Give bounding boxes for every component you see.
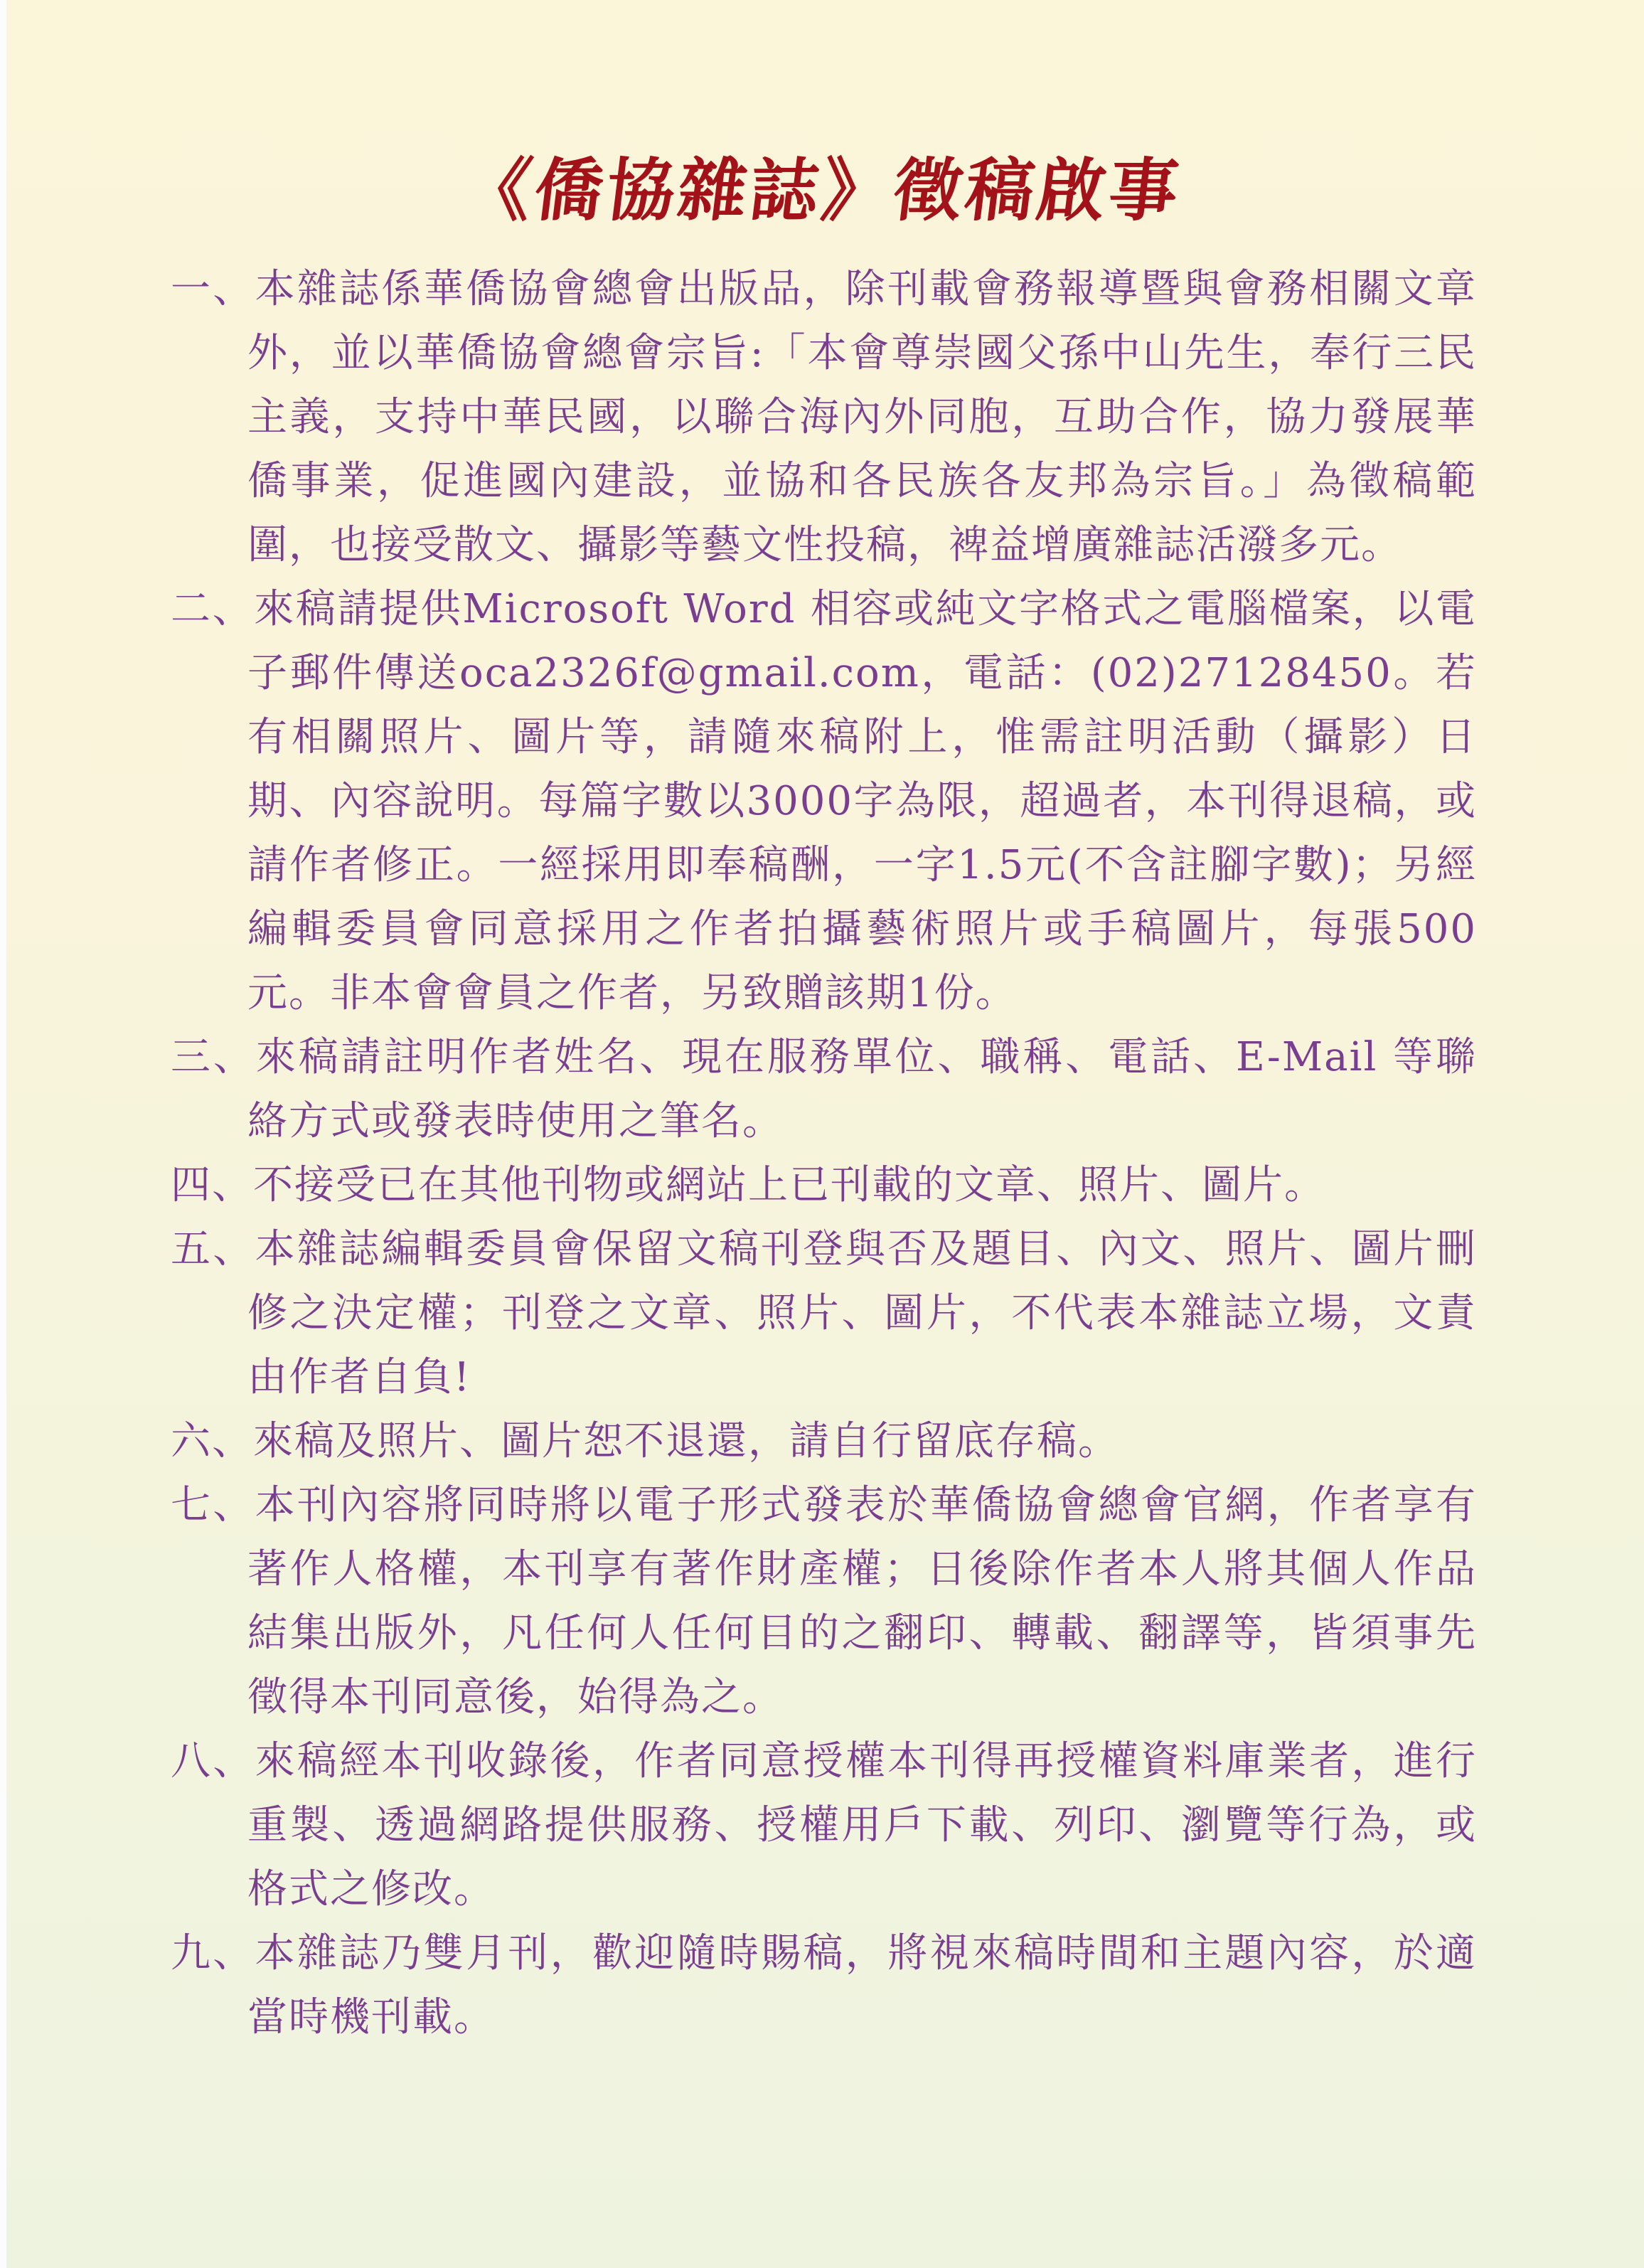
item-number: 三、	[171, 1034, 256, 1080]
item-text: 來稿請提供Microsoft Word 相容或純文字格式之電腦檔案，以電子郵件傳送oca2326f@gmail.com，電話：(02)27128450。若有相關照片、圖片等，請隨來稿附上，惟需註明活動（攝影）日期、內容說明。每篇字數以3000字為限，超過者，本刊得退稿，或請作者修正。一經採用即奉稿酬，一字1.5元(不含註腳字數)；另經編輯委員會同意採用之作者拍攝藝術照片或手稿圖片，每張500元。非本會會員之作者，另致贈該期1份。	[247, 586, 1477, 1016]
page-title	[0, 0, 1644, 233]
notice-item-5	[171, 1218, 1477, 1410]
item-number: 四、	[171, 1162, 253, 1208]
item-number: 九、	[171, 1930, 255, 1976]
notice-item-7	[171, 1474, 1477, 1730]
item-number: 一、	[171, 266, 255, 312]
item-text: 本雜誌編輯委員會保留文稿刊登與否及題目、內文、照片、圖片刪修之決定權；刊登之文章、照片、圖片，不代表本雜誌立場，文責由作者自負!	[247, 1226, 1478, 1400]
item-number: 二、	[171, 586, 255, 632]
item-text: 來稿及照片、圖片恕不退還，請自行留底存稿。	[253, 1418, 1119, 1464]
notice-item-8	[171, 1730, 1477, 1922]
notice-item-1	[171, 257, 1477, 577]
notice-item-9	[171, 1922, 1477, 2050]
item-text: 來稿請註明作者姓名、現在服務單位、職稱、電話、E-Mail 等聯絡方式或發表時使用之筆名。	[247, 1034, 1478, 1144]
notice-list	[0, 233, 1644, 2050]
item-number: 七、	[171, 1482, 255, 1528]
notice-item-3	[171, 1026, 1477, 1154]
item-text: 本雜誌係華僑協會總會出版品，除刊載會務報導暨與會務相關文章外，並以華僑協會總會宗旨:「本會尊崇國父孫中山先生，奉行三民主義，支持中華民國，以聯合海內外同胞，互助合作，協力發展華僑事業，促進國內建設，並協和各民族各友邦為宗旨。」為徵稿範圍，也接受散文、攝影等藝文性投稿，裨益增廣雜誌活潑多元。	[247, 266, 1478, 568]
item-text: 來稿經本刊收錄後，作者同意授權本刊得再授權資料庫業者，進行重製、透過網路提供服務、授權用戶下載、列印、瀏覽等行為，或格式之修改。	[247, 1738, 1478, 1912]
item-number: 五、	[171, 1226, 255, 1272]
page-title-text: 《僑協雜誌》徵稿啟事	[458, 150, 1186, 230]
notice-item-6	[171, 1410, 1477, 1474]
notice-item-4	[171, 1154, 1477, 1218]
item-text: 本雜誌乃雙月刊，歡迎隨時賜稿，將視來稿時間和主題內容，於適當時機刊載。	[247, 1930, 1478, 2040]
item-text: 不接受已在其他刊物或網站上已刊載的文章、照片、圖片。	[253, 1162, 1325, 1208]
page-left-edge	[0, 0, 6, 2268]
item-text: 本刊內容將同時將以電子形式發表於華僑協會總會官網，作者享有著作人格權，本刊享有著作財產權；日後除作者本人將其個人作品結集出版外，凡任何人任何目的之翻印、轉載、翻譯等，皆須事先徵得本刊同意後，始得為之。	[247, 1482, 1478, 1720]
item-number: 八、	[171, 1738, 255, 1784]
item-number: 六、	[171, 1418, 253, 1464]
notice-item-2	[171, 577, 1477, 1026]
